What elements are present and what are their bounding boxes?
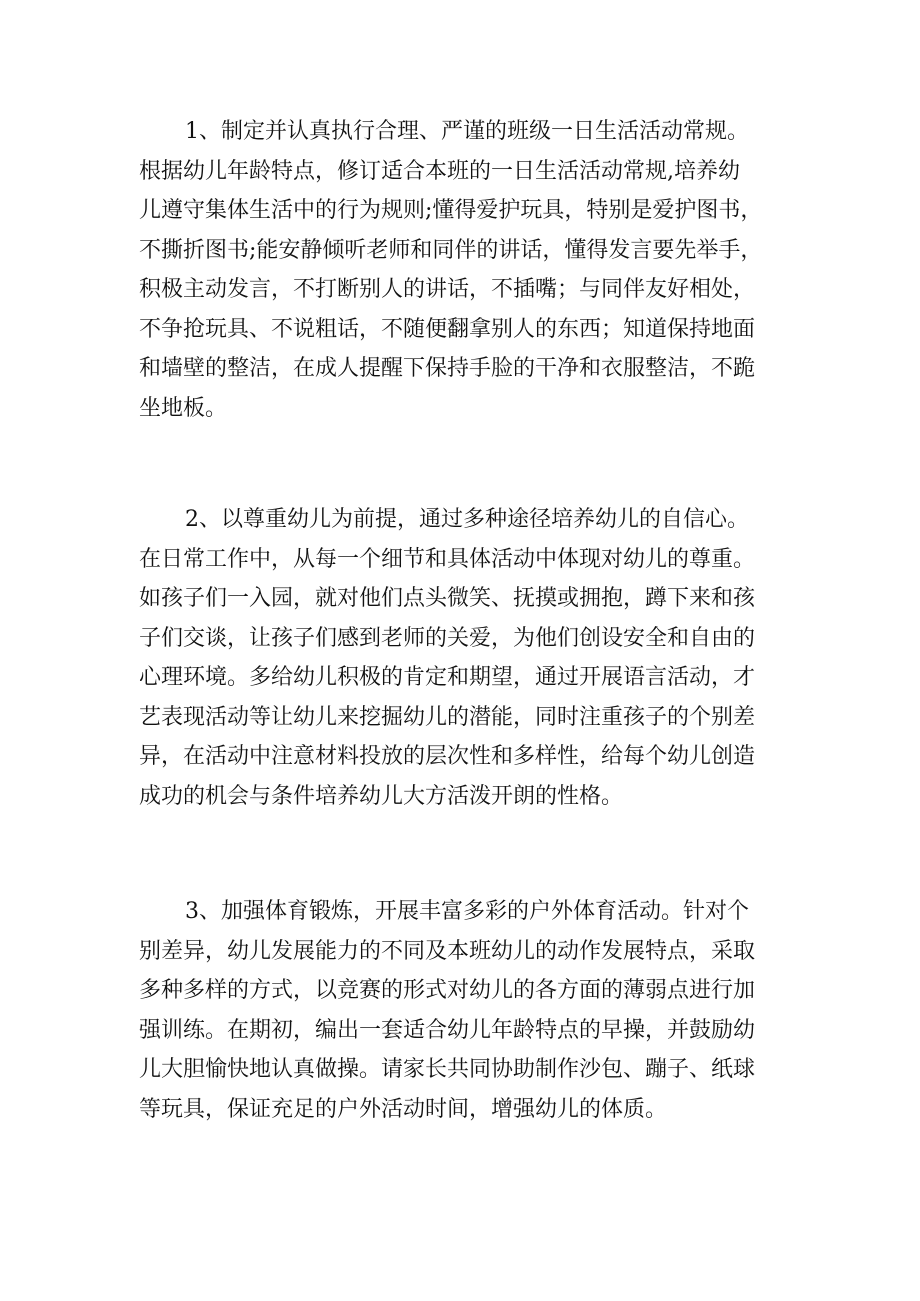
text-line: 多种多样的方式，以竞赛的形式对幼儿的各方面的薄弱点进行加 — [139, 978, 756, 1003]
text-line: 子们交谈，让孩子们感到老师的关爱，为他们创设安全和自由的 — [139, 625, 756, 651]
text-line: 坐地板。 — [139, 395, 228, 421]
text-line: 艺表现活动等让幼儿来挖掘幼儿的潜能，同时注重孩子的个别差 — [139, 704, 756, 730]
text-line: 3、加强体育锻炼，开展丰富多彩的户外体育活动。针对个 — [185, 899, 749, 924]
text-line: 在日常工作中，从每一个细节和具体活动中体现对幼儿的尊重。 — [139, 546, 756, 572]
text-line: 儿遵守集体生活中的行为规则;懂得爱护玩具，特别是爱护图书， — [139, 198, 763, 223]
text-line: 儿大胆愉快地认真做操。请家长共同协助制作沙包、蹦子、纸球 — [139, 1057, 756, 1082]
text-line: 不争抢玩具、不说粗话，不随便翻拿别人的东西；知道保持地面 — [139, 316, 756, 342]
text-line: 和墙壁的整洁，在成人提醒下保持手脸的干净和衣服整洁，不跪 — [139, 356, 756, 381]
text-line: 异，在活动中注意材料投放的层次性和多样性，给每个幼儿创造 — [139, 744, 756, 769]
text-line: 不撕折图书;能安静倾听老师和同伴的讲话，懂得发言要先举手， — [139, 237, 763, 263]
text-line: 强训练。在期初，编出一套适合幼儿年龄特点的早操，并鼓励幼 — [139, 1017, 756, 1043]
text-line: 心理环境。多给幼儿积极的肯定和期望，通过开展语言活动，才 — [139, 665, 756, 690]
text-line: 成功的机会与条件培养幼儿大方活泼开朗的性格。 — [139, 783, 624, 809]
paragraph-1 — [139, 112, 799, 428]
text-line: 等玩具，保证充足的户外活动时间，增强幼儿的体质。 — [139, 1096, 668, 1122]
text-line: 1、制定并认真执行合理、严谨的班级一日生活活动常规。 — [185, 119, 749, 144]
paragraph-3 — [139, 892, 799, 1129]
text-line: 别差异，幼儿发展能力的不同及本班幼儿的动作发展特点，采取 — [139, 938, 756, 964]
text-line: 如孩子们一入园，就对他们点头微笑、抚摸或拥抱，蹲下来和孩 — [139, 586, 756, 611]
text-line: 积极主动发言，不打断别人的讲话，不插嘴；与同伴友好相处， — [139, 277, 756, 302]
paragraph-2 — [139, 500, 799, 816]
text-line: 根据幼儿年龄特点，修订适合本班的一日生活活动常规,培养幼 — [139, 158, 740, 184]
text-line: 2、以尊重幼儿为前提，通过多种途径培养幼儿的自信心。 — [185, 507, 749, 532]
